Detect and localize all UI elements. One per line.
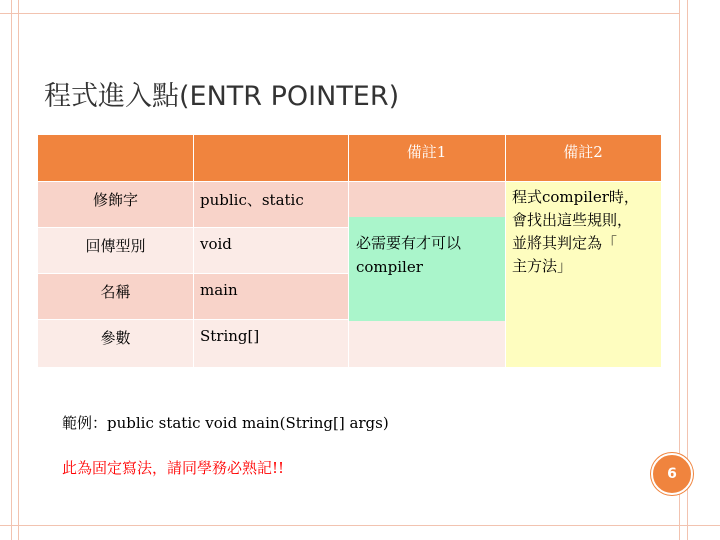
row-note1-empty xyxy=(348,181,505,217)
slide-title: 程式進入點(ENTR POINTER) xyxy=(44,81,400,112)
frame-line-left xyxy=(11,0,12,540)
row-value: public、static xyxy=(193,181,348,227)
row-value: String[] xyxy=(193,319,348,367)
note1-line: compiler xyxy=(356,258,423,276)
row-label: 名稱 xyxy=(38,273,193,319)
example-text: 範例：public static void main(String[] args) xyxy=(62,414,389,432)
page-number-badge: 6 xyxy=(651,453,693,495)
note2-line: 並將其判定為「 xyxy=(512,234,618,252)
frame-line-top xyxy=(0,13,680,14)
row-label: 參數 xyxy=(38,319,193,367)
header-cell-2 xyxy=(193,135,348,181)
note2-line: 程式compiler時， xyxy=(512,188,639,206)
frame-line-bottom xyxy=(0,525,720,526)
row-label: 回傳型別 xyxy=(38,227,193,273)
note2-line: 會找出這些規則， xyxy=(512,211,633,229)
row-value: main xyxy=(193,273,348,319)
row-value: void xyxy=(193,227,348,273)
frame-line-left-inner xyxy=(18,0,19,540)
header-note1: 備註1 xyxy=(348,135,505,181)
note1-line: 必需要有才可以 xyxy=(356,234,462,252)
note2-line: 主方法」 xyxy=(512,257,573,275)
table-divider xyxy=(193,135,194,367)
table-divider xyxy=(505,135,506,367)
note2-cell xyxy=(505,181,661,367)
header-note2: 備註2 xyxy=(505,135,661,181)
table-divider xyxy=(348,135,349,367)
table-divider xyxy=(38,181,661,182)
warning-text: 此為固定寫法，請同學務必熟記!! xyxy=(62,459,285,477)
note1-cell xyxy=(348,217,505,321)
row-label: 修飾字 xyxy=(38,181,193,227)
header-cell-1 xyxy=(38,135,193,181)
row-note1-empty xyxy=(348,321,505,367)
